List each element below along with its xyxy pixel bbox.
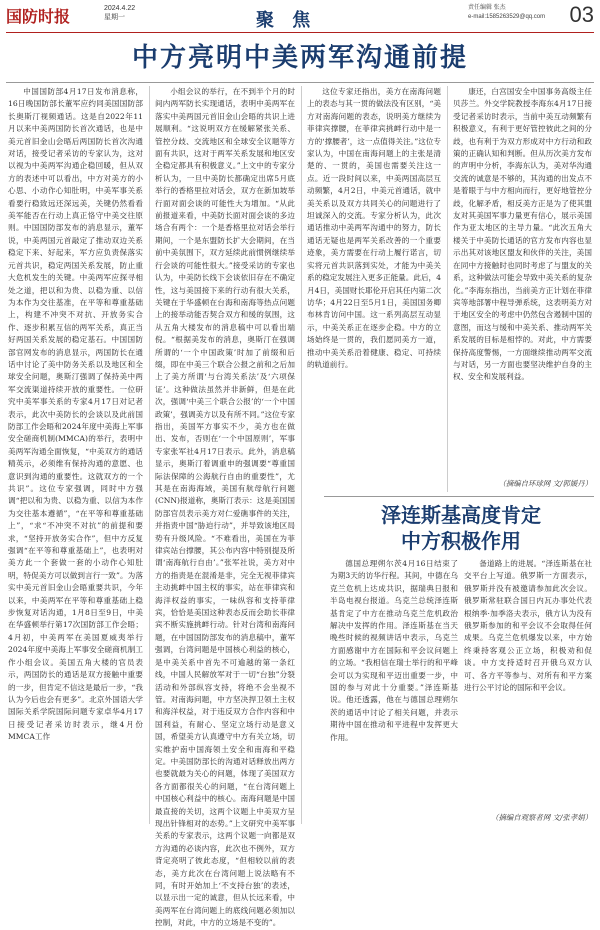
main-article-text-4: 康还，白宫国安全中国事务高级主任贝莎兰。外交学院教授李海东4月17日接受记者采访时表示，当前中美互动频繁有积极意义，有利于更好管控彼此之间的分歧，也有利于为双方形成对中方行动和政策的正确认知和判断。但从历次美方发布的声明中分析，李海东认为，美对华沟通交流的诚意是不够的，其沟通的出发点不是着眼于与中方相向而行，更好地管控分歧，化解矛盾，相反美方正是为了使其盟友对其美国军事力量更有信心，展示美国作为亚太地区的主导力量。“此次五角大楼关于中美防长通话的官方发布内容也显示出其对该地区盟友和伙伴的关注，美国在同中方接触时也同时考虑了与盟友的关系，这种做法可能会导致中美关系的复杂化。”李海东指出，当前美方正计划在菲律宾等地部署中程导弹系统，这表明美方对于地区安全的考虑中仍然包含遏制中国的意图，而这与缓和中美关系、推动两军关系发展的目标是相悖的。对此，中方需要保持高度警惕，一方面继续推动两军交流与对话，另一方面也要坚决维护自身的主权、安全和发展利益。 <box>453 87 592 382</box>
weekday-text: 星期一 <box>104 14 125 21</box>
page-number: 03 <box>569 2 594 27</box>
main-article-column-4 <box>453 86 592 478</box>
editor-info <box>468 4 558 22</box>
masthead <box>6 2 594 33</box>
issue-date <box>104 4 135 22</box>
main-article-column-3 <box>307 86 441 490</box>
main-article-byline: （摘编自环球网 文/郭媛丹） <box>498 479 592 488</box>
column-divider <box>447 86 448 492</box>
sub-headline-line-1: 泽连斯基高度肯定 <box>381 503 541 527</box>
sub-article-text-1: 德国总理朔尔茨4月16日结束了为期3天的访华行程。其间，中德在乌克兰危机上达成共识，据瑞典日报和半岛电视台报道。乌克兰总统泽连斯基肯定了中方在推动乌克兰危机政治解决中发挥的作用。泽连斯基在当天晚些时候的视频讲话中表示，乌克兰方面感谢中方在国际和平会议问题上的立场。“我相信在瑞士举行的和平峰会可以为实现和平迈出重要一步，中国的参与对此十分重要。”泽连斯基说。他还透露，他在与德国总理朔尔茨的通话中讨论了相关问题，并表示期待中国在推动和平进程中发挥更大作用。 <box>330 559 458 742</box>
main-headline: 中方亮明中美两军沟通前提 <box>131 43 468 73</box>
main-article-text-3: 这位专家还指出，美方在南海问题上的表态与其一贯的做法没有区别，“美方对南海问题的表态，说明美方继续为菲律宾撑腰，在菲律宾挑衅行动中是一方的‘撑腰者’，这一点值得关注。”这位专家认为，中国在南海问题上的主张是清楚的、一贯的，美国也需要关注这一点。近一段时间以来，中美两国高层互动频繁，4月2日，中美元首通话，就中美关系以及双方共同关心的问题进行了坦诚深入的交流。专家分析认为，此次通话推动中美两军沟通中的努力，防长通话无疑也是两军关系改善的一个重要迹象，美方需要在行动上履行诺言，切实将元首共识落到实处，才能为中美关系的稳定发展注入更多正能量。此后，4月4日，美国财长耶伦开启其任内第二次访华；4月22日至5月1日，美国国务卿布林肯访问中国。这一系列高层互动显示，中美关系正在逐步企稳。中方的立场始终是一贯的，我们愿同美方一道，推动中美关系沿着健康、稳定、可持续的轨道前行。 <box>307 87 442 369</box>
date-text: 2024.4.22 <box>104 5 136 12</box>
sub-article-column-1 <box>330 558 458 820</box>
newspaper-logo: 国防时报 <box>6 7 71 26</box>
sub-article-byline: （摘编自观察者网 文/张孝娟） <box>491 813 592 822</box>
editor-email: e-mail:1585263529@qq.com <box>468 14 546 20</box>
column-divider <box>301 86 302 824</box>
main-article-text-2: 小组会议的举行，在不到半个月的时间内两军防长实现通话，表明中美两军在落实中美两国元首旧金山会晤的共识上进展顺利。“这说明双方在缓解紧张关系、管控分歧、交流地区和全球安全议题等方面有共识，这对于两军关系发展和地区安全稳定都具有积极意义。”上文中的专家分析认为，一旦中美防长都确定出席5月底举行的香格里拉对话会，双方在新加坡举行面对面会谈的可能性大为增加。“从此前报道来看，中美防长面对面会谈的多边场合有两个：一个是香格里拉对话会举行期间，一个是东盟防长扩大会期间，在当前中美氛围下，双方延续此前惯例继续举行会谈的可能性很大。”接受采访的专家也认为，中美防长线下会谈依旧存在不确定性，这与美国接下来的行动有很大关系，关键在于华盛顿在台海和南海等热点问题上的接举动能否契合双方和缓的氛围，这从五角大楼发布的消息稿中可以看出端倪。“根据美发布的消息，奥斯汀在强调所谓的‘一个中国政策’时加了前缀和后缀，即在中美三个联合公报之前和之后加上了美方所谓‘与台湾关系法’及‘六项保证’。这种做法虽然并非新鲜，但是在此次，强调‘中美三个联合公报’的‘一个中国政策’，强调美方以及有所不同。”这位专家指出，美国军方事实不少，美方也在做出、发布，否则在‘一个中国原则’，军事专家张军社4月17日表示。此外，消息稿显示，奥斯汀着调重申的强调要“尊重国际法保障的公海航行自由的重要性”，尤其是在南海海域，美国有航母航行问题(CNN)报道称，奥斯汀表示：这是美国国防部官员表示美方对仁爱礁事件的关注，并指责中国“胁迫行动”，并导致该地区局势有升级风险。“不难看出，美国在为菲律宾站台撑腰，其公布内容中特别提及所谓‘南海航行自由’。”张军社说，美方对中方的指责是在混淆是非，完全无视菲律宾主动挑衅中国主权的事实，站在菲律宾和海洋权益的事实，一味纵容和支持菲律宾，恰恰是美国这种表态反而会助长菲律宾不断实施挑衅行动。针对台湾和南海问题，在中国国防部发布的消息稿中，董军强调，台湾问题是中国核心利益的核心，是中美关系中首先不可逾越的第一条红线，中国人民解放军对于一切“台独”分裂活动和外部纵容支持，将绝不会坐视不管。对南海问题，中方坚决捍卫领土主权和海洋权益，对于违反双方合作内容和中国利益，有耐心、坚定立场行动是意义国，希望美方认真遵守中方有关立场，切实维护南中国海领土安全和南海和平稳定。中美国防部长的沟通对话释放出两方也要就最为关心的问题，体现了美国双方各方面都很关心的问题，“在台湾问题上中国核心利益中的核心。南海问题是中国最直接的关切，这两个议题上中美双方呈现出针锋相对的态势。”上文研究中美军事关系的专家表示，这两个议题一向都是双方沟通的必谈内容，此次也不例外，双方背定亮明了彼此态度，“但相较以前的表态，美方此次在台湾问题上说法略有不同，有时开始加上‘不支持台独’的表述，以显示出一定的诚意，但从长远来看，中美两军在台湾问题上的底线问题必须加以控制，对此，中方的立场是不变的”。 <box>155 87 295 928</box>
headline-divider <box>6 82 594 83</box>
main-article-column-2 <box>155 86 295 928</box>
sub-headline-line-2: 中方积极作用 <box>401 529 521 553</box>
main-article-column-1 <box>8 86 143 826</box>
main-article-text-1: 中国国防部4月17日发布消息称，16日晚国防部长董军应约同美国国防部长奥斯汀视频通话。这是自2022年11月以来中美两国防长首次通话，也是中美元首旧金山会晤后两国防长首次沟通对话，接受记者采访的专家认为，这对以视为中美两军沟通企稳回暖，但从双方的表述中可以看出，中方对美方的小心思、小动作心知肚明，中美军事关系看要行稳致远还深远美，关键仍然看看美军能否在行动上真正恪守中美交往原则。中国国防部发布的消息显示，董军说，中美两国元首敲定了推动双边关系稳定下来、好起来，军方应负责保落实元首共识，稳定两国关系发展，防止重大危机发生的关键。中美两军应探寻相处之道，把以和为贵、以稳为重、以信为本作为交往基准，在平等和尊重基础上，构建不冲突不对抗、开放务实合作、逐步积累互信的两军关系，真正当好两国关系发展的稳定基石。中国国防部官网发布的消息显示，两国防长在通话中讨论了美中防务关系以及地区和全球安全问题，奥斯汀强调了保持美中两军交流渠道持续开放的重要性。一位研究中美军事关系的专家4月17日对记者表示，此次中美防长的会谈以及此前国防部工作会晤和2024年度中美海上军事安全磋商机制(MMCA)的举行，表明中美两军沟通全面恢复，“中美双方的通话精英示，必须维有保持沟通的意愿、也意识到沟通的重要性。这就双方的一个共识”。这位专家强调，同时中方强调“把以和为贵、以稳为重、以信为本作为交往基本遵循”，“在平等和尊重基础上”，“求“不冲突不对抗”的前提和要求，“坚持开放务实合作”，但中方反复强调“在平等和尊重基础上”，也表明对美方此一个套做一套的小动作心知肚明，特促美方可以做到言行一致”。为落实中美元首旧金山会晤重要共识，今年以来，中美两军在平等和尊重基础上稳步恢复对话沟通，1月8日至9日，中美在华盛顿举行第17次国防部工作会晤；4月初，中美两军在美国夏威夷举行2024年度中美海上军事安全磋商机制工作小组会议。美国五角大楼的官员表示，两国防长的通话是双方接触中重要的一步，但肯定不信这是最后一步，“我认为今后也会有更多”。北京外国语大学国际关系学院国际问题专家卓华4月17日接受记者采访时表示，继4月份MMCA工作 <box>8 87 143 742</box>
sub-article-column-2 <box>464 558 592 810</box>
editor-name: 责任编辑 张杰 <box>468 5 506 11</box>
sub-article-divider <box>324 496 594 497</box>
sub-article-text-2: 备道路上的进展。“泽连斯基在社交平台上写道。俄罗斯一方面表示，俄罗斯并没有被邀请参加此次会议。俄罗斯常驻联合国日内瓦办事处代表根纳季·加季洛夫表示，俄方认为没有俄罗斯参加的和平会议不会取得任何成果。乌克兰危机爆发以来，中方始终秉持客观公正立场，积极劝和促谈。中方支持适时召开俄乌双方认可、各方平等参与、对所有和平方案进行公平讨论的国际和平会议。 <box>464 559 592 693</box>
sub-headline <box>330 502 592 554</box>
section-title: 聚 焦 <box>256 10 317 31</box>
column-divider <box>149 86 150 824</box>
